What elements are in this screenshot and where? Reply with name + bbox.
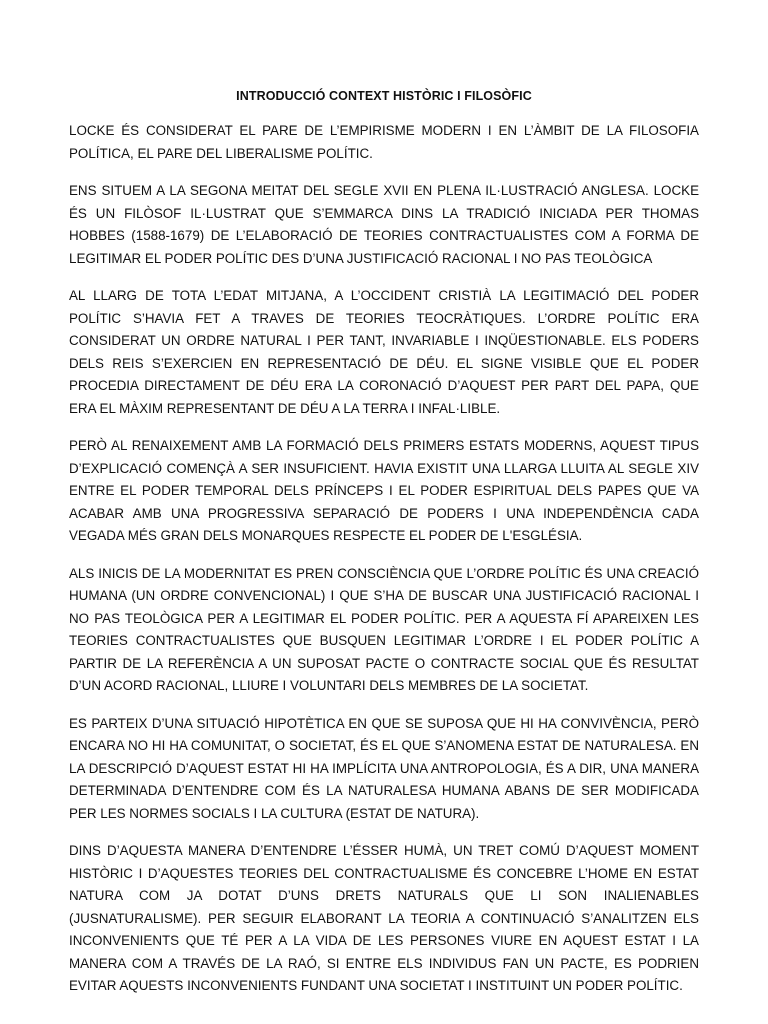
paragraph-3: AL LLARG DE TOTA L’EDAT MITJANA, A L’OCCIDENT CRISTIÀ LA LEGITIMACIÓ DEL PODER POLÍTIC S’HAVIA FET A TRAVES DE TEORIES TEOCRÀTIQUES. L’ORDRE POLÍTIC ERA CONSIDERAT UN ORDRE NATURAL I PER TANT, INVARIABLE I INQÜESTIONABLE. ELS PODERS DELS REIS S’EXERCIEN EN REPRESENTACIÓ DE DÉU. EL SIGNE VISIBLE QUE EL PODER PROCEDIA DIRECTAMENT DE DÉU ERA LA CORONACIÓ D’AQUEST PER PART DEL PAPA, QUE ERA EL MÀXIM REPRESENTANT DE DÉU A LA TERRA I INFAL·LIBLE. [69, 288, 699, 416]
paragraph-2: ENS SITUEM A LA SEGONA MEITAT DEL SEGLE XVII EN PLENA IL·LUSTRACIÓ ANGLESA. LOCKE ÉS UN FILÒSOF IL·LUSTRAT QUE S’EMMARCA DINS LA TRADICIÓ INICIADA PER THOMAS HOBBES (1588-1679) DE L’ELABORACIÓ DE TEORIES CONTRACTUALISTES COM A FORMA DE LEGITIMAR EL PODER POLÍTIC DES D’UNA JUSTIFICACIÓ RACIONAL I NO PAS TEOLÒGICA [69, 183, 699, 266]
paragraph-4: PERÒ AL RENAIXEMENT AMB LA FORMACIÓ DELS PRIMERS ESTATS MODERNS, AQUEST TIPUS D’EXPLICACIÓ COMENÇÀ A SER INSUFICIENT. HAVIA EXISTIT UNA LLARGA LLUITA AL SEGLE XIV ENTRE EL PODER TEMPORAL DELS PRÍNCEPS I EL PODER ESPIRITUAL DELS PAPES QUE VA ACABAR AMB UNA PROGRESSIVA SEPARACIÓ DE PODERS I UNA INDEPENDÈNCIA CADA VEGADA MÉS GRAN DELS MONARQUES RESPECTE EL PODER DE L'ESGLÉSIA. [69, 438, 699, 543]
document-page [69, 86, 699, 1013]
document-title: INTRODUCCIÓ CONTEXT HISTÒRIC I FILOSÒFIC [236, 89, 532, 103]
paragraph-5: ALS INICIS DE LA MODERNITAT ES PREN CONSCIÈNCIA QUE L’ORDRE POLÍTIC ÉS UNA CREACIÓ HUMANA (UN ORDRE CONVENCIONAL) I QUE S’HA DE BUSCAR UNA JUSTIFICACIÓ RACIONAL I NO PAS TEOLÒGICA PER A LEGITIMAR EL PODER POLÍTIC. PER A AQUESTA FÍ APAREIXEN LES TEORIES CONTRACTUALISTES QUE BUSQUEN LEGITIMAR L’ORDRE I EL PODER POLÍTIC A PARTIR DE LA REFERÈNCIA A UN SUPOSAT PACTE O CONTRACTE SOCIAL QUE ÉS RESULTAT D’UN ACORD RACIONAL, LLIURE I VOLUNTARI DELS MEMBRES DE LA SOCIETAT. [69, 565, 699, 693]
paragraph-7: DINS D’AQUESTA MANERA D’ENTENDRE L’ÉSSER HUMÀ, UN TRET COMÚ D’AQUEST MOMENT HISTÒRIC I D’AQUESTES TEORIES DEL CONTRACTUALISME ÉS CONCEBRE L’HOME EN ESTAT NATURA COM JA DOTAT D’UNS DRETS NATURALS QUE LI SON INALIENABLES (JUSNATURALISME). PER SEGUIR ELABORANT LA TEORIA A CONTINUACIÓ S’ANALITZEN ELS INCONVENIENTS QUE TÉ PER A LA VIDA DE LES PERSONES VIURE EN AQUEST ESTAT I LA MANERA COM A TRAVÉS DE LA RAÓ, SI ENTRE ELS INDIVIDUS FAN UN PACTE, ES PODRIEN EVITAR AQUESTS INCONVENIENTS FUNDANT UNA SOCIETAT I INSTITUINT UN PODER POLÍTIC. [69, 843, 699, 993]
paragraph-1: LOCKE ÉS CONSIDERAT EL PARE DE L’EMPIRISME MODERN I EN L’ÀMBIT DE LA FILOSOFIA POLÍTICA, EL PARE DEL LIBERALISME POLÍTIC. [69, 123, 699, 161]
paragraph-6: ES PARTEIX D’UNA SITUACIÓ HIPOTÈTICA EN QUE SE SUPOSA QUE HI HA CONVIVÈNCIA, PERÒ ENCARA NO HI HA COMUNITAT, O SOCIETAT, ÉS EL QUE S’ANOMENA ESTAT DE NATURALESA. EN LA DESCRIPCIÓ D’AQUEST ESTAT HI HA IMPLÍCITA UNA ANTROPOLOGIA, ÉS A DIR, UNA MANERA DETERMINADA D’ENTENDRE COM ÉS LA NATURALESA HUMANA ABANS DE SER MODIFICADA PER LES NORMES SOCIALS I LA CULTURA (ESTAT DE NATURA). [69, 715, 699, 821]
